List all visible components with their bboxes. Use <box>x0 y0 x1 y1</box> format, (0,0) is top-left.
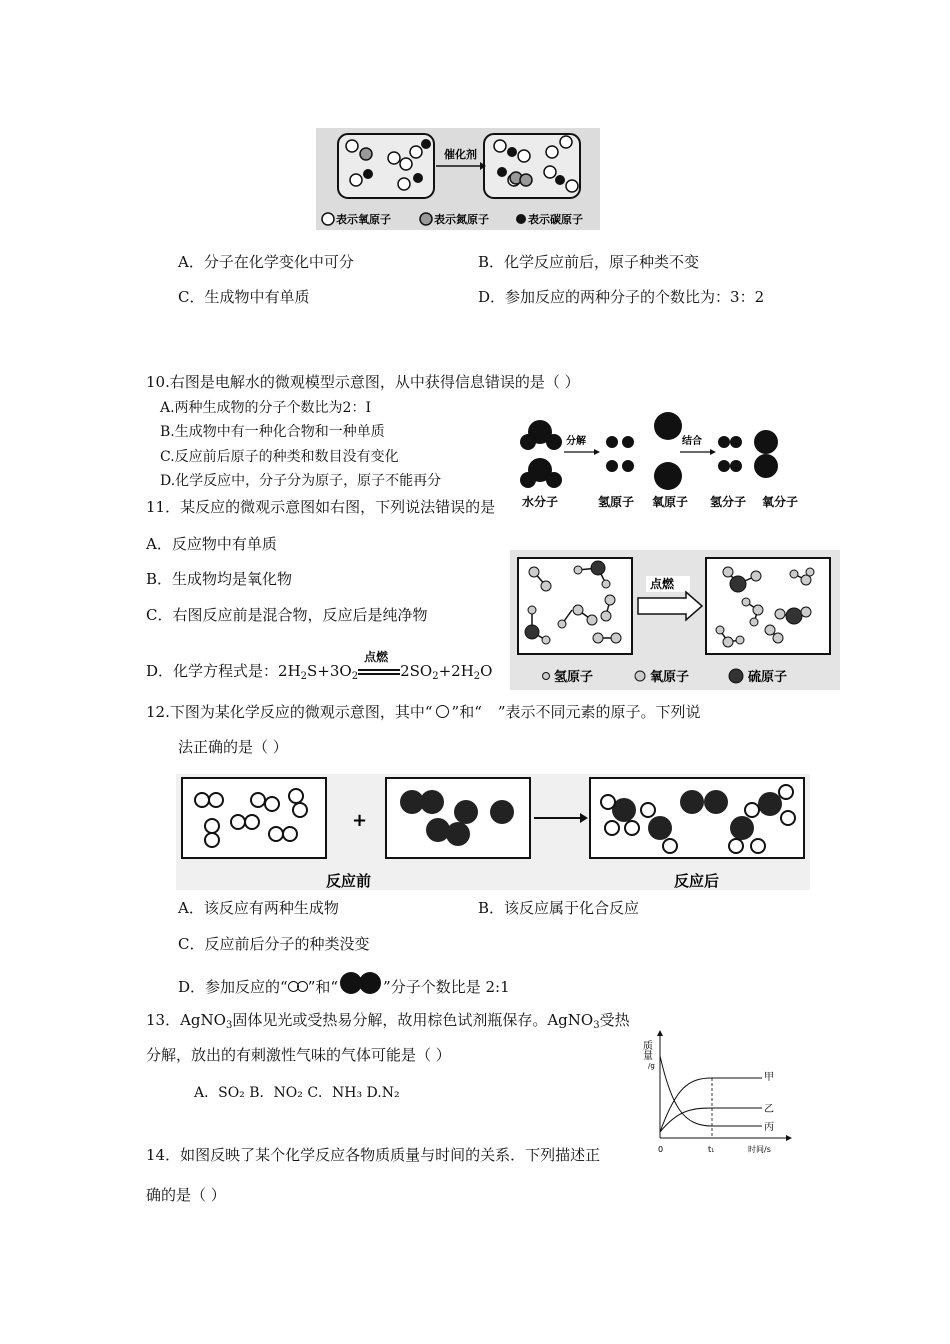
q13-stem-part2: 固体见光或受热易分解，故用棕色试剂瓶保存。AgNO <box>232 1011 594 1029</box>
q9-option-b: B．化学反应前后，原子种类不变 <box>478 253 700 271</box>
legend-nitrogen: 表示氮原子 <box>434 213 489 226</box>
q12-option-c: C．反应前后分子的种类没变 <box>178 935 370 953</box>
q13-options: A．SO₂ B．NO₂ C．NH₃ D.N₂ <box>194 1085 400 1101</box>
q10-stem: 10.右图是电解水的微观模型示意图，从中获得信息错误的是（ ） <box>146 373 580 391</box>
graph-t1: t₁ <box>708 1145 715 1154</box>
series-bing: 丙 <box>764 1122 774 1133</box>
q12-stem-part3: ”表示不同元素的原子。下列说 <box>497 703 701 721</box>
legend-oxygen: 表示氧原子 <box>336 213 391 226</box>
q14-stem: 14．如图反映了某个化学反应各物质质量与时间的关系．下列描述正 <box>146 1146 601 1164</box>
q12-option-d-part3: ”分子个数比是 2:1 <box>383 978 510 996</box>
q13-stem: 13．AgNO$_3$固体见光或受热易分解，故用棕色试剂瓶保存。AgNO$_3$受热 <box>146 1011 630 1031</box>
label-oxygen-molecule: 氧分子 <box>762 495 799 509</box>
q9-option-a: A．分子在化学变化中可分 <box>178 253 354 271</box>
q11-stem: 11．某反应的微观示意图如右图，下列说法错误的是 <box>146 498 496 516</box>
legend-carbon: 表示碳原子 <box>528 213 583 226</box>
q9-reaction-figure <box>316 128 600 230</box>
q13-stem-part3: 受热 <box>599 1011 630 1029</box>
series-yi: 乙 <box>764 1104 774 1115</box>
mass-time-graph <box>642 1028 792 1162</box>
q11-option-c: C．右图反应前是混合物，反应后是纯净物 <box>146 606 428 624</box>
white-atom-icon <box>436 705 449 718</box>
q9-option-d: D．参加反应的两种分子的个数比为：3：2 <box>478 288 765 306</box>
q11-option-d: D．化学方程式是：$2H_2S+3O_2$ 点燃 $2SO_2+2H_2O$ <box>146 650 493 682</box>
q10-option-a: A.两种生成物的分子个数比为2：I <box>160 400 371 416</box>
q12-option-a: A．该反应有两种生成物 <box>178 899 339 917</box>
graph-xlabel: 时间/s <box>748 1145 771 1154</box>
q13-stem-line2: 分解，放出的有刺激性气味的气体可能是（ ） <box>146 1046 451 1064</box>
graph-ylabel: 质量 <box>640 1040 652 1060</box>
label-water-molecule: 水分子 <box>522 495 559 509</box>
combine-label: 结合 <box>682 436 702 447</box>
q12-stem-part1: 12.下图为某化学反应的微观示意图，其中“ <box>146 703 433 721</box>
q12-stem-line2: 法正确的是（ ） <box>178 738 288 756</box>
legend-sulfur: 硫原子 <box>748 670 788 685</box>
q11-option-a: A．反应物中有单质 <box>146 535 277 553</box>
after-label: 反应后 <box>674 872 720 890</box>
before-label: 反应前 <box>326 872 372 890</box>
q11-option-d-prefix: D．化学方程式是：2H <box>146 662 301 680</box>
q11-option-b: B．生成物均是氧化物 <box>146 570 293 588</box>
q9-option-c: C．生成物中有单质 <box>178 288 310 306</box>
catalyst-label: 催化剂 <box>444 148 477 161</box>
q12-stem-part2: ”和“ <box>451 703 482 721</box>
q12-option-d-part2: ”和“ <box>307 978 339 996</box>
white-molecule-icon <box>288 980 308 995</box>
label-oxygen-atom: 氧原子 <box>652 495 689 509</box>
q12-reaction-figure <box>176 774 810 890</box>
q13-stem-part1: 13．AgNO <box>146 1011 226 1029</box>
ignite-label: 点燃 <box>650 577 675 591</box>
q12-option-d <box>178 972 510 997</box>
q10-option-b: B.生成物中有一种化合物和一种单质 <box>160 424 385 440</box>
plus-sign: + <box>352 810 368 831</box>
q12-option-d-part1: D．参加反应的“ <box>178 978 288 996</box>
combustion-figure <box>510 550 840 690</box>
q10-option-c: C.反应前后原子的种类和数目没有变化 <box>160 449 399 465</box>
graph-yunit: /g <box>648 1062 655 1070</box>
dark-molecule-icon <box>340 972 381 997</box>
label-hydrogen-molecule: 氢分子 <box>710 495 747 509</box>
electrolysis-figure <box>516 406 806 512</box>
q14-stem-line2: 确的是（ ） <box>146 1186 226 1204</box>
q12-stem <box>146 705 701 720</box>
series-jia: 甲 <box>764 1072 774 1083</box>
equation-condition: 点燃 <box>364 650 389 664</box>
graph-origin: 0 <box>658 1145 664 1154</box>
legend-hydrogen: 氢原子 <box>554 670 594 685</box>
label-hydrogen-atom: 氢原子 <box>598 495 635 509</box>
q12-option-b: B．该反应属于化合反应 <box>478 899 640 917</box>
split-label: 分解 <box>566 436 586 447</box>
equation-arrow <box>358 650 400 678</box>
legend-oxygen-atom: 氧原子 <box>650 670 690 685</box>
q10-option-d: D.化学反应中，分子分为原子，原子不能再分 <box>160 473 442 489</box>
